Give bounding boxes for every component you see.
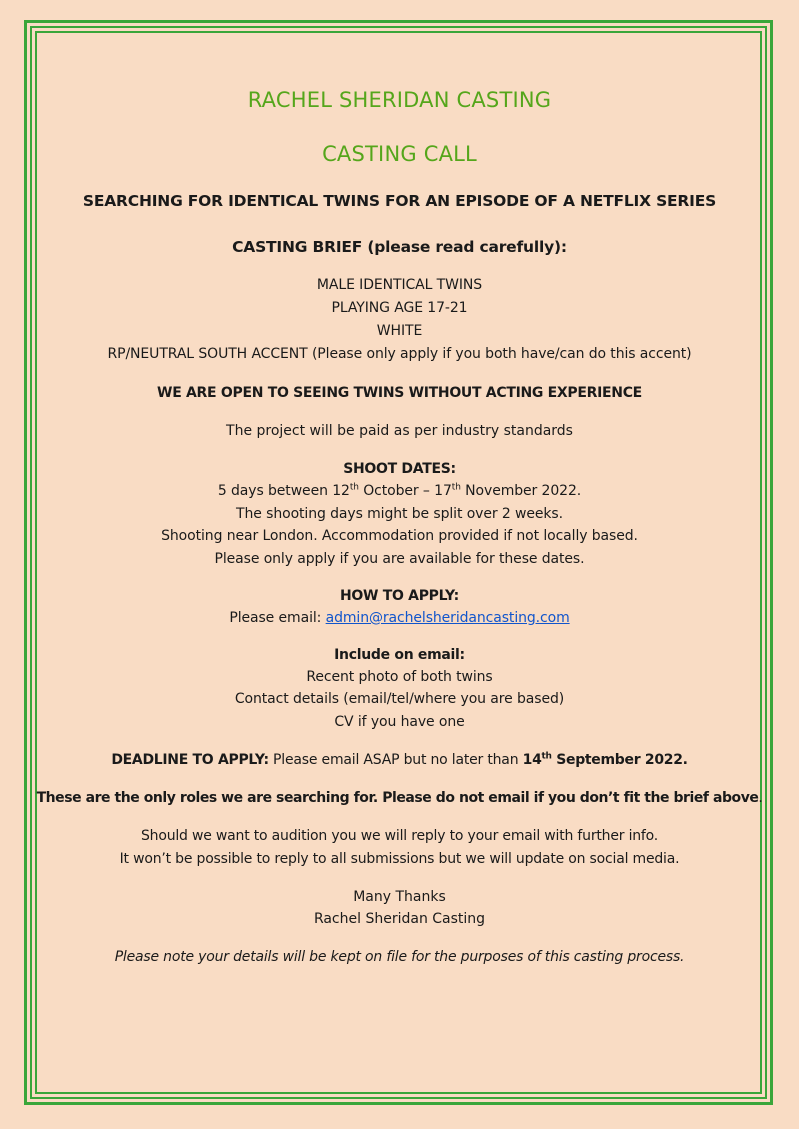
deadline-label: DEADLINE TO APPLY: [111,752,269,768]
include-line: Recent photo of both twins [306,668,493,685]
signoff [38,886,761,930]
include-line: CV if you have one [334,713,465,730]
paid-statement: The project will be paid as per industry standards [226,423,573,439]
company-heading: RACHEL SHERIDAN CASTING [247,88,552,112]
include-lines [38,666,761,734]
ordinal-suffix: th [451,482,461,493]
deadline-line [38,749,761,771]
shoot-dates-title: SHOOT DATES: [343,461,456,477]
casting-call-document [38,86,761,968]
dates-prefix: 5 days between 12 [217,483,350,499]
signoff-name: Rachel Sheridan Casting [313,911,486,927]
how-to-apply-title: HOW TO APPLY: [340,588,459,604]
shoot-line: Please only apply if you are available for these dates. [214,550,585,567]
signoff-thanks: Many Thanks [353,889,446,905]
email-prefix: Please email: [229,610,326,626]
ordinal-suffix: th [349,482,359,493]
deadline-text: Please email ASAP but no later than [268,752,523,768]
dates-mid: October – 17 [358,483,452,499]
only-roles-statement [10,787,789,809]
only-roles-end: . [758,790,763,806]
brief-line: WHITE [376,323,423,339]
casting-call-heading: CASTING CALL [322,142,477,166]
deadline-date-rest: September 2022. [551,752,688,768]
privacy-note: Please note your details will be kept on file for the purposes of this casting process. [114,949,685,965]
deadline-date [523,752,688,768]
audition-line: It won’t be possible to reply to all submissions but we will update on social media. [119,850,680,867]
brief-line: MALE IDENTICAL TWINS [316,277,483,293]
include-title: Include on email: [334,646,465,663]
email-link[interactable]: admin@rachelsheridancasting.com [325,610,570,626]
open-statement: WE ARE OPEN TO SEEING TWINS WITHOUT ACTING EXPERIENCE [157,385,642,401]
shoot-line: The shooting days might be split over 2 weeks. [236,505,563,522]
dates-suffix: November 2022. [460,483,582,499]
brief-line: RP/NEUTRAL SOUTH ACCENT (Please only apply if you both have/can do this accent) [107,346,692,362]
shoot-dates-section [38,458,761,570]
shoot-dates-range [38,480,761,503]
include-section [38,644,761,734]
headline: SEARCHING FOR IDENTICAL TWINS FOR AN EPISODE OF A NETFLIX SERIES [82,192,717,210]
brief-lines [38,274,761,366]
audition-line: Should we want to audition you we will reply to your email with further info. [140,828,659,844]
ordinal-suffix: th [541,751,552,762]
how-to-apply-section [38,585,761,630]
brief-line: PLAYING AGE 17-21 [331,300,468,316]
audition-info [38,825,761,870]
deadline-day: 14 [522,752,542,768]
include-line: Contact details (email/tel/where you are based) [234,691,565,707]
only-roles-bold: These are the only roles we are searching for. Please do not email if you don’t fit the brief above [36,790,759,806]
shoot-dates-lines [38,480,761,570]
how-to-apply-line [38,607,761,630]
shoot-line: Shooting near London. Accommodation provided if not locally based. [161,528,638,544]
brief-title: CASTING BRIEF (please read carefully): [232,238,567,256]
